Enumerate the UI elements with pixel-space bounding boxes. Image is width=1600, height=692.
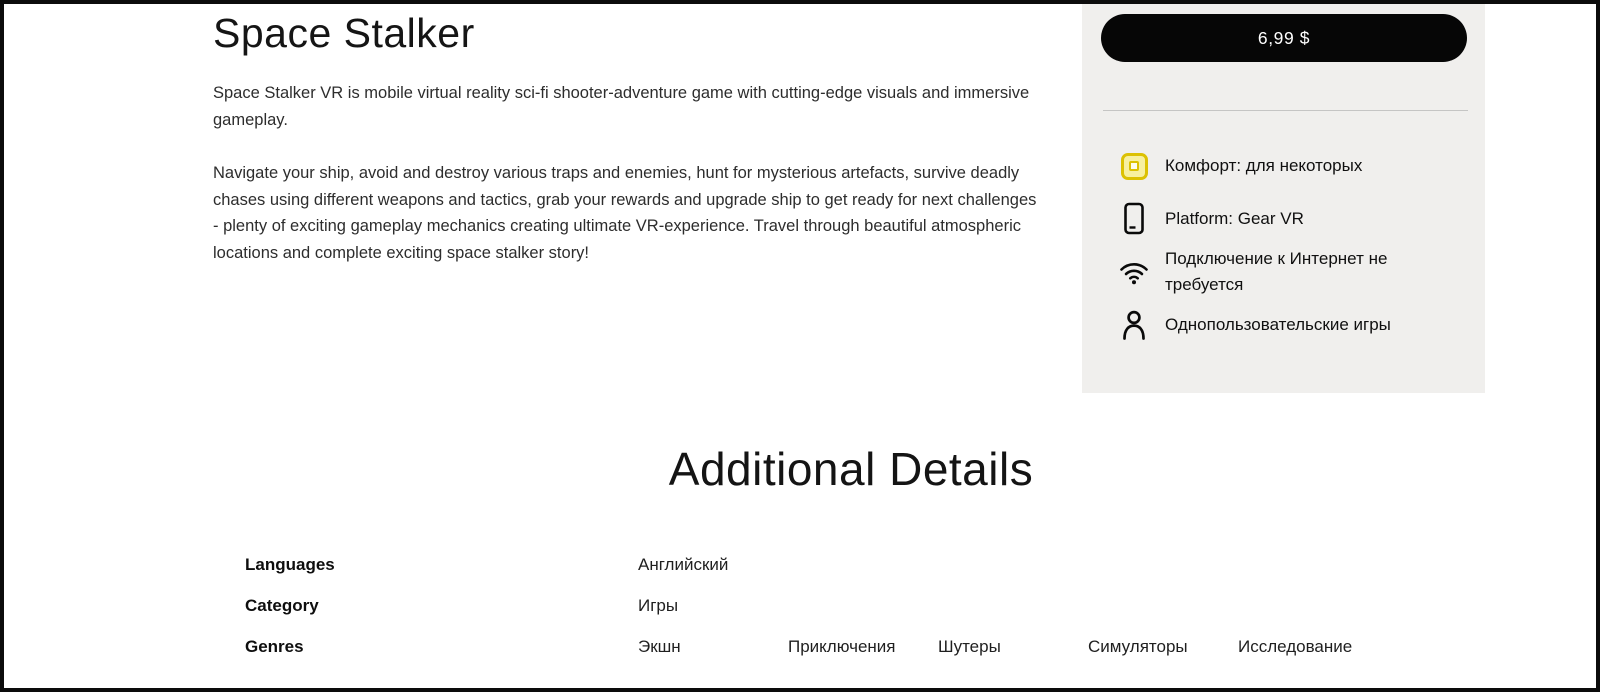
comfort-rating-label: Комфорт: для некоторых xyxy=(1165,156,1363,175)
description-paragraph: Navigate your ship, avoid and destroy various traps and enemies, hunt for mysterious artefacts, survive deadly chases using different weapons and tactics, grab your rewards and upgrade ship to get ready for next challenges - plenty of exciting gameplay mechanics creating ultimate VR-experience. Travel through beautiful atmospheric locations and complete exciting space stalker story! xyxy=(213,164,1037,262)
row-values xyxy=(638,555,728,575)
description-paragraph: Space Stalker VR is mobile virtual reality sci-fi shooter-adventure game with cutting-edge visuals and immersive gameplay. xyxy=(213,84,1030,129)
game-description xyxy=(213,80,1041,266)
row-label: Genres xyxy=(245,637,304,656)
category-value: Игры xyxy=(638,596,679,615)
internet-requirement-row xyxy=(1118,244,1473,300)
single-player-icon xyxy=(1118,306,1150,344)
platform-label: Platform: Gear VR xyxy=(1165,209,1304,228)
purchase-panel xyxy=(1082,4,1485,393)
comfort-rating-row xyxy=(1118,148,1473,184)
genre-value: Шутеры xyxy=(938,637,1001,656)
mobile-device-icon xyxy=(1118,200,1150,238)
wifi-icon xyxy=(1118,244,1150,300)
page-title: Space Stalker xyxy=(213,10,475,56)
player-mode-label: Однопользовательские игры xyxy=(1165,315,1391,334)
genre-value: Приключения xyxy=(788,637,896,656)
row-label: Category xyxy=(245,596,319,615)
additional-details-heading: Additional Details xyxy=(668,443,1034,495)
platform-row xyxy=(1118,200,1473,238)
genre-value: Экшн xyxy=(638,637,681,656)
row-values xyxy=(638,596,678,616)
internet-requirement-label: Подключение к Интернет не требуется xyxy=(1165,249,1388,294)
row-values xyxy=(638,637,1352,657)
comfort-rating-icon xyxy=(1118,148,1150,184)
player-mode-row xyxy=(1118,306,1473,344)
genre-value: Исследование xyxy=(1238,637,1353,656)
panel-divider xyxy=(1103,110,1468,111)
language-value: Английский xyxy=(638,555,729,574)
genre-value: Симуляторы xyxy=(1088,637,1188,656)
row-label: Languages xyxy=(245,555,335,574)
price-buy-button[interactable]: 6,99 $ xyxy=(1101,14,1467,62)
